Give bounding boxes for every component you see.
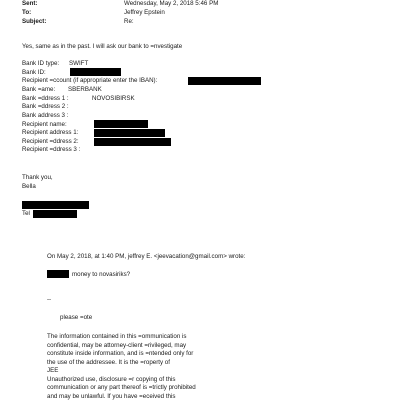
sent-value: Wednesday, May 2, 2018 5:46 PM [124, 0, 219, 7]
field-label: Bank ID: [22, 68, 46, 76]
redaction-tel [33, 210, 77, 218]
field-bank-name [22, 86, 102, 94]
field-value: NOVOSIBIRSK [92, 94, 135, 102]
disclaimer-line: Unauthorized use, disclosure =r copying of this [47, 375, 176, 383]
field-recipient-address-2 [22, 138, 79, 146]
field-label: Recipient address 1: [22, 129, 79, 136]
field-label: Bank address 3 : [22, 111, 69, 119]
field-label: Bank =ame: [22, 86, 56, 93]
redaction-quoted-name [47, 270, 69, 278]
field-bank-address-1 [22, 95, 135, 103]
field-label: Bank =ddress 1 : [22, 94, 69, 102]
quoted-separator: -- [47, 296, 52, 303]
field-label: Recipient =ccount (if appropriate enter the IBAN): [22, 77, 158, 84]
email-header [22, 0, 218, 26]
redaction-signature-block [22, 201, 89, 209]
sent-label: Sent: [22, 0, 38, 7]
field-label: Bank ID type: [22, 60, 60, 67]
disclaimer-line: confidential, may be attorney-client =rivileged, may [47, 341, 187, 349]
field-bank-id [22, 69, 46, 77]
field-recipient-address-3 [22, 146, 80, 154]
redaction-recipient-address-1 [94, 129, 165, 137]
field-label: Bank =ddress 2 : [22, 103, 69, 110]
disclaimer-line: JEE [47, 367, 59, 374]
sent-row [22, 0, 218, 9]
tel-label: Tel [22, 210, 30, 217]
field-label: Recipient name: [22, 120, 67, 128]
quoted-attribution: On May 2, 2018, at 1:40 PM, jeffrey E. <jeevacation@gmail.com> wrote: [47, 253, 246, 260]
to-value: Jeffrey Epstein [124, 8, 165, 16]
field-recipient-account [22, 77, 157, 85]
thanks-text: Thank you, [22, 174, 53, 181]
quoted-message: money to novasiriks? [72, 271, 131, 278]
field-recipient-address-1 [22, 129, 78, 137]
disclaimer-line: The information contained in this =ommunication is [47, 333, 187, 340]
disclaimer-line: constitute inside information, and is =ntended only for [47, 350, 194, 357]
subject-label: Subject: [22, 17, 47, 25]
redaction-bank-id [70, 68, 121, 76]
field-recipient-name [22, 121, 67, 129]
field-value: SWIFT [69, 60, 89, 67]
field-bank-address-2 [22, 103, 69, 111]
subject-value: Re: [124, 17, 134, 25]
to-row [22, 9, 218, 18]
signature-name: Bella [22, 183, 36, 190]
redaction-recipient-name [94, 120, 148, 128]
redaction-recipient-address-2 [94, 138, 171, 146]
field-label: Recipient =ddress 3 : [22, 146, 81, 153]
to-label: To: [22, 8, 32, 16]
field-value: SBERBANK [68, 86, 102, 93]
field-label: Recipient =ddress 2: [22, 137, 79, 145]
quoted-note: please =ote [60, 314, 93, 321]
subject-row [22, 18, 218, 27]
field-bank-address-3 [22, 112, 68, 120]
disclaimer-line: communication or any part thereof is =trictly prohibited [47, 384, 196, 391]
redaction-account [188, 77, 261, 85]
intro-text: Yes, same as in the past. I will ask our bank to =nvestigate [22, 43, 183, 50]
disclaimer-line: and may be unlawful. If you have =eceived this [47, 392, 176, 400]
disclaimer-line: the use of the addressee. It is the =roperty of [47, 358, 170, 366]
